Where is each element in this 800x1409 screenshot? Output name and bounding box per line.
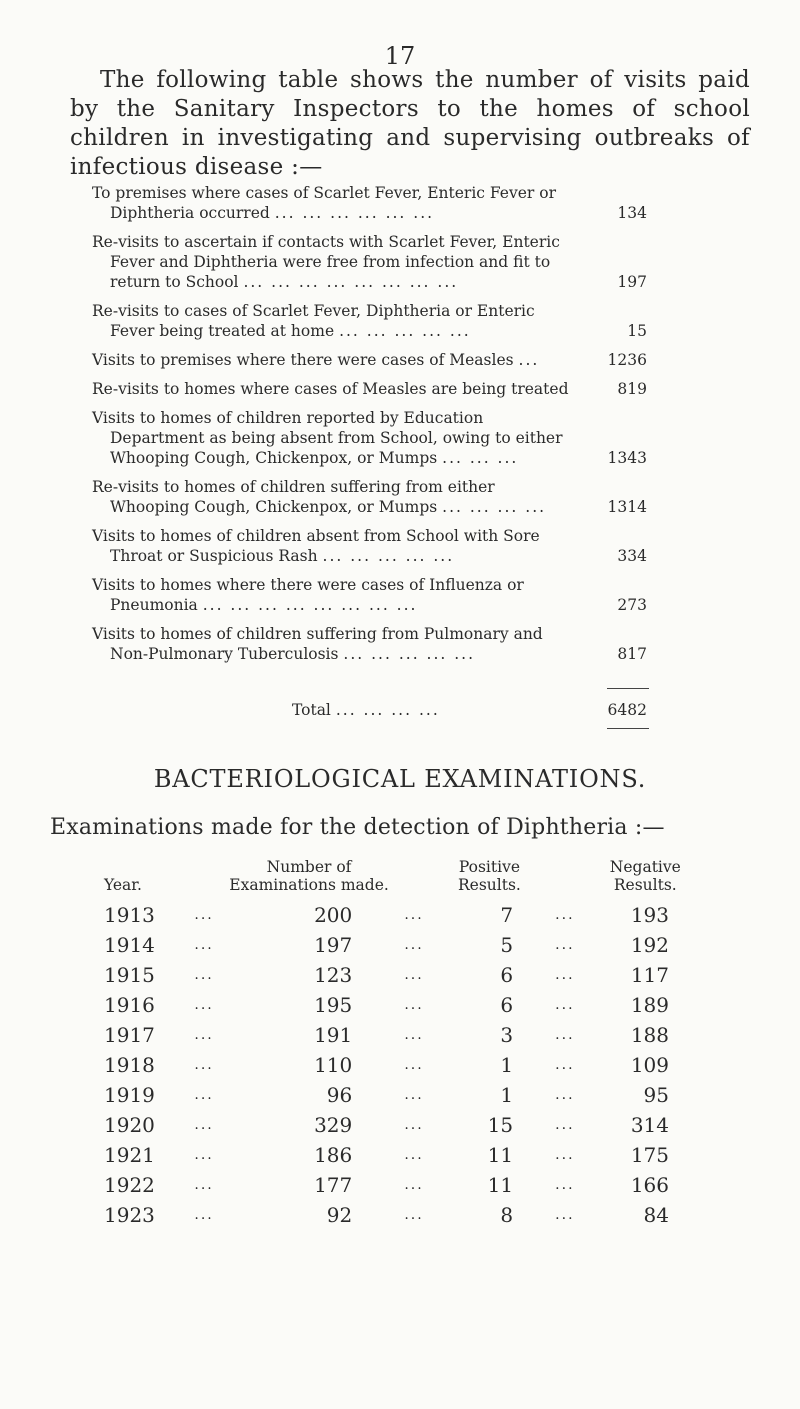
cell-negative: 109 bbox=[630, 1053, 669, 1077]
visit-count: 1314 bbox=[607, 498, 647, 516]
visit-description bbox=[92, 379, 647, 399]
visit-text: Re-visits to homes of children suffering from either Whooping Cough, Chickenpox, or Mumps bbox=[92, 478, 495, 516]
cell-positive: 11 bbox=[487, 1173, 514, 1197]
cell-leader-dots: ... bbox=[555, 1027, 575, 1043]
visit-count: 1236 bbox=[607, 351, 647, 369]
cell-leader-dots: ... bbox=[404, 1027, 424, 1043]
cell-positive: 6 bbox=[500, 963, 514, 987]
visit-text: Visits to homes of children absent from School with Sore Throat or Suspicious Rash bbox=[92, 527, 540, 565]
cell-examinations: 123 bbox=[314, 963, 353, 987]
cell-leader-dots: ... bbox=[404, 1207, 424, 1223]
table-row bbox=[104, 1080, 704, 1110]
total-rule-bottom bbox=[607, 728, 649, 729]
visit-count: 819 bbox=[617, 380, 647, 398]
visit-leader-dots: ... ... ... ... ... ... ... ... bbox=[202, 596, 418, 614]
visit-item bbox=[92, 183, 647, 223]
visit-text: Re-visits to ascertain if contacts with Scarlet Fever, Enteric Fever and Diphtheria were free from infection and fit to return to School bbox=[92, 233, 560, 291]
table-row bbox=[104, 990, 704, 1020]
visit-leader-dots: ... ... ... ... ... bbox=[322, 547, 455, 565]
cell-negative: 117 bbox=[630, 963, 669, 987]
visit-item bbox=[92, 477, 647, 517]
visit-item bbox=[92, 624, 647, 664]
cell-examinations: 110 bbox=[314, 1053, 353, 1077]
header-negative: Negative Results. bbox=[609, 858, 681, 894]
visit-description bbox=[92, 232, 647, 292]
cell-leader-dots: ... bbox=[404, 937, 424, 953]
visit-description bbox=[92, 301, 647, 341]
cell-year: 1921 bbox=[104, 1143, 155, 1167]
table-header-row bbox=[104, 858, 704, 900]
cell-negative: 314 bbox=[630, 1113, 669, 1137]
cell-leader-dots: ... bbox=[194, 937, 214, 953]
cell-negative: 95 bbox=[643, 1083, 669, 1107]
visit-leader-dots: ... ... ... ... ... bbox=[343, 645, 476, 663]
cell-year: 1918 bbox=[104, 1053, 155, 1077]
visit-leader-dots: ... ... ... ... bbox=[442, 498, 547, 516]
cell-examinations: 96 bbox=[326, 1083, 353, 1107]
cell-examinations: 191 bbox=[314, 1023, 353, 1047]
visits-list bbox=[92, 183, 647, 673]
cell-negative: 189 bbox=[630, 993, 669, 1017]
cell-examinations: 92 bbox=[326, 1203, 353, 1227]
visit-count: 134 bbox=[617, 204, 647, 222]
visit-leader-dots: ... ... ... bbox=[442, 449, 519, 467]
total-label: Total ... ... ... ... bbox=[292, 701, 440, 719]
visit-description bbox=[92, 408, 647, 468]
cell-year: 1913 bbox=[104, 903, 155, 927]
cell-leader-dots: ... bbox=[194, 907, 214, 923]
visit-count: 15 bbox=[627, 322, 647, 340]
cell-leader-dots: ... bbox=[194, 1087, 214, 1103]
cell-leader-dots: ... bbox=[555, 1057, 575, 1073]
table-row bbox=[104, 1110, 704, 1140]
visit-leader-dots: ... bbox=[518, 351, 540, 369]
intro-paragraph: The following table shows the number of visits paid by the Sanitary Inspectors to the homes of school children in investigating and supervising outbreaks of infectious disease :— bbox=[70, 67, 750, 180]
cell-negative: 193 bbox=[630, 903, 669, 927]
cell-year: 1919 bbox=[104, 1083, 155, 1107]
cell-positive: 8 bbox=[500, 1203, 514, 1227]
cell-leader-dots: ... bbox=[194, 1177, 214, 1193]
visit-text: Visits to premises where there were cases of Measles bbox=[92, 351, 514, 369]
cell-positive: 5 bbox=[500, 933, 514, 957]
cell-year: 1916 bbox=[104, 993, 155, 1017]
header-dots-spacer bbox=[543, 858, 587, 900]
visit-text: Re-visits to homes where cases of Measles are being treated bbox=[92, 380, 569, 398]
cell-leader-dots: ... bbox=[194, 1027, 214, 1043]
visit-item bbox=[92, 408, 647, 468]
visit-count: 1343 bbox=[607, 449, 647, 467]
cell-leader-dots: ... bbox=[194, 997, 214, 1013]
cell-leader-dots: ... bbox=[555, 1147, 575, 1163]
visit-count: 197 bbox=[617, 273, 647, 291]
table-row bbox=[104, 1140, 704, 1170]
section-subtitle: Examinations made for the detection of Diphtheria :— bbox=[50, 815, 665, 840]
table-row bbox=[104, 960, 704, 990]
visit-text: Re-visits to cases of Scarlet Fever, Diphtheria or Enteric Fever being treated at home bbox=[92, 302, 535, 340]
cell-leader-dots: ... bbox=[194, 1057, 214, 1073]
cell-positive: 11 bbox=[487, 1143, 514, 1167]
visit-count: 334 bbox=[617, 547, 647, 565]
cell-leader-dots: ... bbox=[555, 907, 575, 923]
header-positive: Positive Results. bbox=[458, 858, 521, 894]
cell-negative: 192 bbox=[630, 933, 669, 957]
cell-year: 1923 bbox=[104, 1203, 155, 1227]
page-number: 17 bbox=[384, 42, 416, 70]
cell-leader-dots: ... bbox=[194, 1147, 214, 1163]
cell-positive: 6 bbox=[500, 993, 514, 1017]
header-dots-spacer bbox=[392, 858, 436, 900]
visit-description bbox=[92, 575, 647, 615]
cell-leader-dots: ... bbox=[555, 967, 575, 983]
header-dots-spacer bbox=[182, 858, 226, 900]
cell-examinations: 195 bbox=[314, 993, 353, 1017]
visit-leader-dots: ... ... ... ... ... bbox=[339, 322, 471, 340]
cell-examinations: 329 bbox=[314, 1113, 353, 1137]
visit-item bbox=[92, 301, 647, 341]
cell-negative: 188 bbox=[630, 1023, 669, 1047]
cell-positive: 1 bbox=[500, 1083, 514, 1107]
cell-positive: 1 bbox=[500, 1053, 514, 1077]
cell-examinations: 177 bbox=[314, 1173, 353, 1197]
cell-leader-dots: ... bbox=[555, 1177, 575, 1193]
cell-positive: 15 bbox=[487, 1113, 514, 1137]
visit-leader-dots: ... ... ... ... ... ... bbox=[274, 204, 435, 222]
cell-leader-dots: ... bbox=[555, 1117, 575, 1133]
table-row bbox=[104, 1020, 704, 1050]
cell-examinations: 186 bbox=[314, 1143, 353, 1167]
cell-leader-dots: ... bbox=[404, 1087, 424, 1103]
header-examinations: Number of Examinations made. bbox=[229, 858, 389, 894]
cell-leader-dots: ... bbox=[194, 1117, 214, 1133]
table-row bbox=[104, 900, 704, 930]
visit-item bbox=[92, 379, 647, 399]
cell-leader-dots: ... bbox=[404, 1117, 424, 1133]
visit-description bbox=[92, 624, 647, 664]
cell-examinations: 200 bbox=[314, 903, 353, 927]
visit-description bbox=[92, 350, 647, 370]
total-value: 6482 bbox=[607, 701, 647, 719]
visit-text: Visits to homes of children reported by Education Department as being absent from School, owing to either Whooping Cough, Chickenpox, or Mumps bbox=[92, 409, 563, 467]
total-rule-top bbox=[607, 688, 649, 689]
cell-leader-dots: ... bbox=[555, 997, 575, 1013]
cell-negative: 166 bbox=[630, 1173, 669, 1197]
visit-item bbox=[92, 526, 647, 566]
table-row bbox=[104, 1050, 704, 1080]
visit-description bbox=[92, 526, 647, 566]
cell-negative: 84 bbox=[643, 1203, 669, 1227]
cell-leader-dots: ... bbox=[404, 1177, 424, 1193]
visit-description bbox=[92, 477, 647, 517]
cell-examinations: 197 bbox=[314, 933, 353, 957]
visit-text: Visits to homes of children suffering from Pulmonary and Non-Pulmonary Tuberculosis bbox=[92, 625, 543, 663]
cell-year: 1914 bbox=[104, 933, 155, 957]
table-row bbox=[104, 1200, 704, 1230]
cell-year: 1922 bbox=[104, 1173, 155, 1197]
table-row bbox=[104, 930, 704, 960]
table-row bbox=[104, 1170, 704, 1200]
cell-leader-dots: ... bbox=[194, 1207, 214, 1223]
cell-leader-dots: ... bbox=[404, 967, 424, 983]
cell-year: 1917 bbox=[104, 1023, 155, 1047]
visit-leader-dots: ... ... ... ... ... ... ... ... bbox=[243, 273, 459, 291]
visit-description bbox=[92, 183, 647, 223]
cell-year: 1915 bbox=[104, 963, 155, 987]
cell-leader-dots: ... bbox=[404, 997, 424, 1013]
cell-leader-dots: ... bbox=[555, 937, 575, 953]
cell-year: 1920 bbox=[104, 1113, 155, 1137]
header-year: Year. bbox=[104, 876, 142, 894]
section-title: BACTERIOLOGICAL EXAMINATIONS. bbox=[153, 765, 647, 793]
cell-positive: 3 bbox=[500, 1023, 514, 1047]
visit-text: To premises where cases of Scarlet Fever, Enteric Fever or Diphtheria occurred bbox=[92, 184, 556, 222]
visit-item bbox=[92, 350, 647, 370]
visit-count: 817 bbox=[617, 645, 647, 663]
visit-item bbox=[92, 232, 647, 292]
cell-leader-dots: ... bbox=[555, 1207, 575, 1223]
visit-item bbox=[92, 575, 647, 615]
cell-positive: 7 bbox=[500, 903, 514, 927]
visit-text: Visits to homes where there were cases of Influenza or Pneumonia bbox=[92, 576, 524, 614]
diphtheria-table bbox=[104, 858, 704, 1230]
cell-leader-dots: ... bbox=[194, 967, 214, 983]
cell-leader-dots: ... bbox=[404, 907, 424, 923]
cell-leader-dots: ... bbox=[404, 1057, 424, 1073]
cell-leader-dots: ... bbox=[555, 1087, 575, 1103]
cell-leader-dots: ... bbox=[404, 1147, 424, 1163]
visit-count: 273 bbox=[617, 596, 647, 614]
cell-negative: 175 bbox=[630, 1143, 669, 1167]
